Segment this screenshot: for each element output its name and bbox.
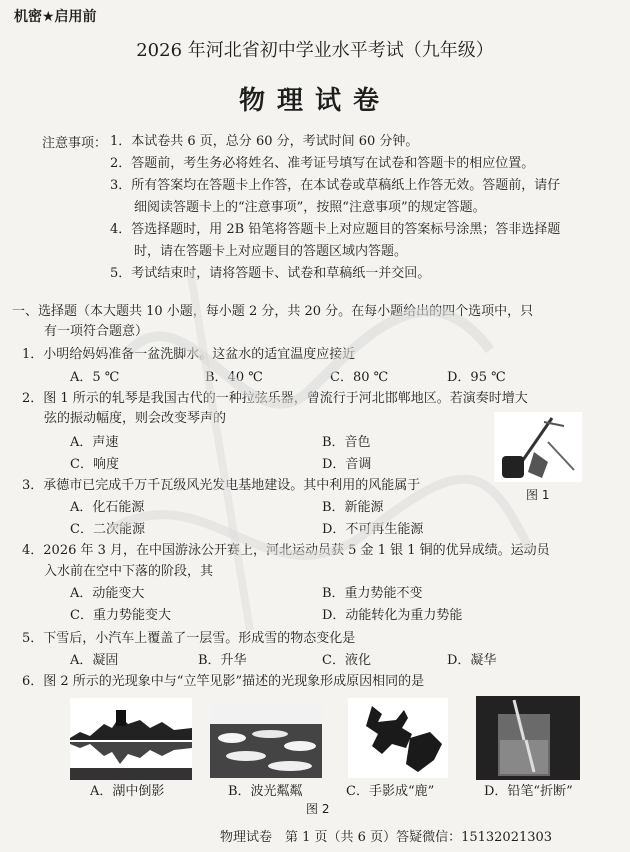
note-item: 1．本试卷共 6 页，总分 60 分，考试时间 60 分钟。 [110,134,419,149]
note-item: 4．答选择题时，用 2B 铅笔将答题卡上对应题目的答案标号涂黑；答非选择题 [110,222,561,237]
section-heading: 一、选择题（本大题共 10 小题，每小题 2 分，共 20 分。在每小题给出的四个选项中，只 [12,304,534,319]
notes-label: 注意事项： [42,136,108,151]
q5-option-d: D．凝华 [447,653,497,668]
exam-title: 2026 年河北省初中学业水平考试（九年级） [136,40,494,61]
q4-option-a: A．动能变大 [70,586,145,601]
figure-2d-bent-pencil-image [476,696,580,780]
figure-2a-lake-reflection-image [70,698,192,780]
q4-option-d: D．动能转化为重力势能 [322,608,463,623]
q3-option-d: D．不可再生能源 [322,522,424,537]
question-1-stem: 1．小明给妈妈准备一盆洗脚水。这盆水的适宜温度应接近 [22,347,356,362]
question-4-stem-cont: 入水前在空中下落的阶段，其 [44,564,214,579]
q1-option-c: C．80 ℃ [330,370,389,385]
q2-option-b: B．音色 [322,435,371,450]
note-item: 5．考试结束时，请将答题卡、试卷和草稿纸一并交回。 [110,266,431,281]
q1-option-a: A．5 ℃ [70,370,120,385]
q3-option-b: B．新能源 [322,500,384,515]
figure-1-image [494,412,582,482]
q2-option-c: C．响度 [70,457,119,472]
question-6-stem: 6．图 2 所示的光现象中与“立竿见影”描述的光现象形成原因相同的是 [22,674,425,689]
paper-title: 物理试卷 [238,86,391,116]
q6-option-b: B．波光粼粼 [228,784,303,799]
note-item: 2．答题前，考生务必将姓名、准考证号填写在试卷和答题卡的相应位置。 [110,156,535,171]
q5-option-c: C．液化 [322,653,371,668]
question-4-stem: 4．2026 年 3 月，在中国游泳公开赛上，河北运动员获 5 金 1 银 1 铜的优异成绩。运动员 [22,543,550,558]
question-3-stem: 3．承德市已完成千万千瓦级风光发电基地建设。其中利用的风能属于 [22,478,421,493]
figure-1-caption: 图 1 [526,488,550,502]
note-item: 细阅读答题卡上的“注意事项”，按照“注意事项”的规定答题。 [134,200,486,215]
question-2-stem-cont: 弦的振动幅度，则会改变琴声的 [44,411,227,426]
q6-option-c: C．手影成“鹿” [346,784,435,799]
section-heading-cont: 有一项符合题意） [44,324,149,339]
figure-2b-sparkling-water-image [210,698,322,778]
note-item: 时，请在答题卡上对应题目的答题区域内答题。 [134,244,408,259]
figure-2-caption: 图 2 [306,802,330,816]
q3-option-c: C．二次能源 [70,522,145,537]
q5-option-b: B．升华 [198,653,247,668]
q5-option-a: A．凝固 [70,653,119,668]
figure-2c-hand-shadow-image [348,698,448,778]
q2-option-d: D．音调 [322,457,372,472]
question-5-stem: 5．下雪后，小汽车上覆盖了一层雪。形成雪的物态变化是 [22,631,356,646]
q3-option-a: A．化石能源 [70,500,145,515]
confidential-label: 机密★启用前 [14,9,97,25]
q4-option-c: C．重力势能变大 [70,608,171,623]
page-footer: 物理试卷 第 1 页（共 6 页）答疑微信：15132021303 [220,830,553,845]
q1-option-d: D．95 ℃ [447,370,506,385]
q2-option-a: A．声速 [70,435,119,450]
question-2-stem: 2．图 1 所示的轧琴是我国古代的一种拉弦乐器，曾流行于河北邯郸地区。若演奏时增大 [22,391,528,406]
note-item: 3．所有答案均在答题卡上作答，在本试卷或草稿纸上作答无效。答题前，请仔 [110,178,561,193]
q1-option-b: B．40 ℃ [205,370,263,385]
q4-option-b: B．重力势能不变 [322,586,423,601]
q6-option-a: A．湖中倒影 [90,784,165,799]
q6-option-d: D．铅笔“折断” [484,784,573,799]
